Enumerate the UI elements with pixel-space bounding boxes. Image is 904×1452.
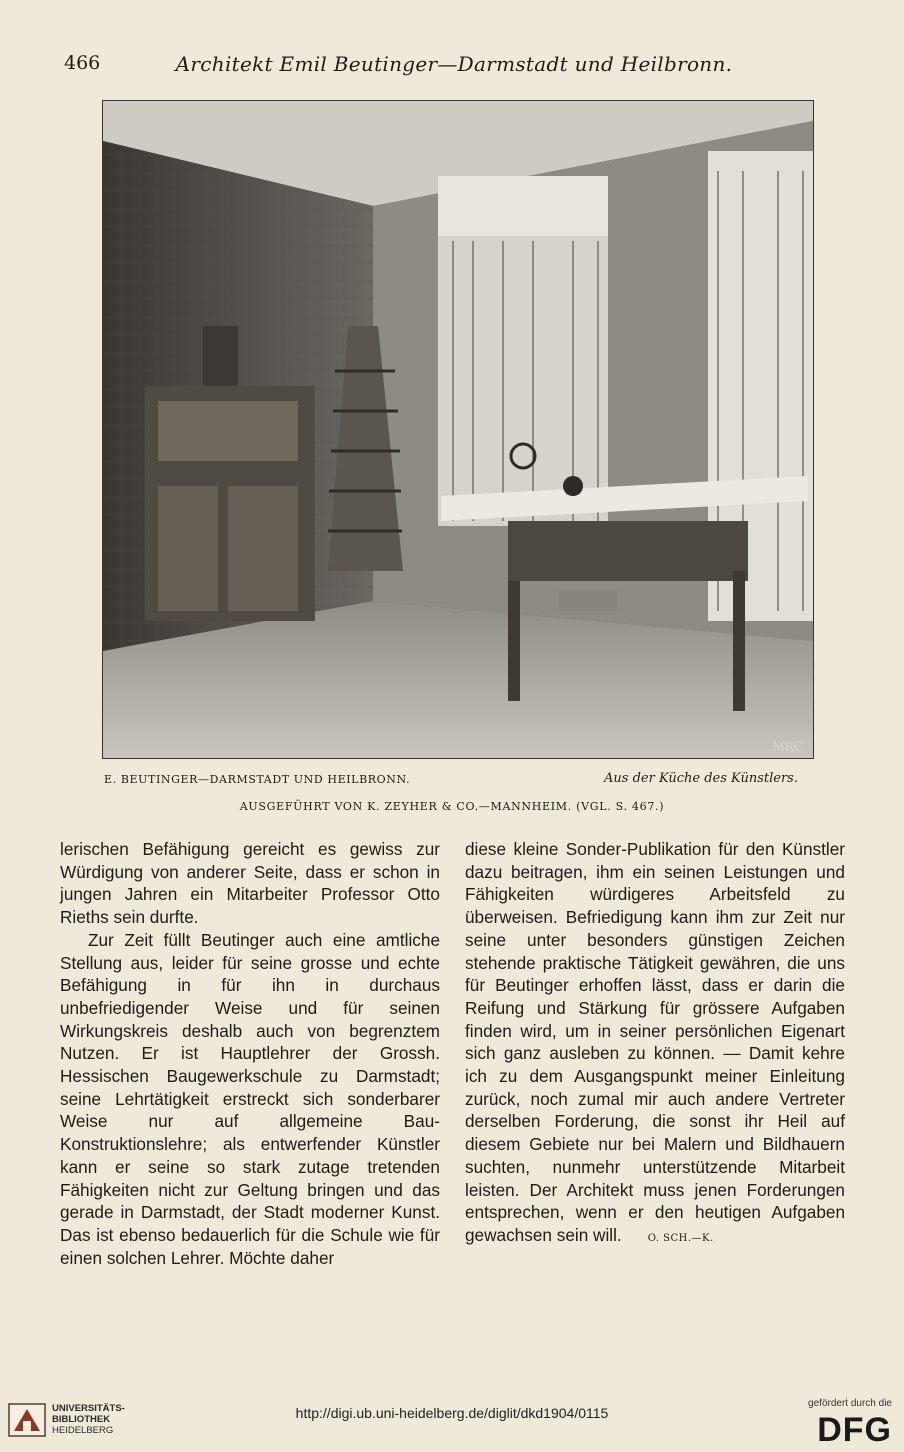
- caption-maker: AUSGEFÜHRT VON K. ZEYHER & CO.—MANNHEIM. (VGL. S. 467.): [239, 800, 665, 813]
- funding-caption: gefördert durch die: [808, 1398, 892, 1409]
- photo-monogram: MRC: [772, 740, 803, 754]
- paragraph: Zur Zeit füllt Beutinger auch eine amtliche Stellung aus, leider für seine grosse und echte Befähigung in für ihn in durchaus unbefriedigender Weise und für seinen Wirkungskreis deshalb auch von begrenztem Nutzen. Er ist Hauptlehrer der Grossh. Hessischen Baugewerkschule zu Darmstadt; seine Lehrtätigkeit erstreckt sich sonderbarer Weise nur auf allgemeine Bau-Konstruktionslehre; als entwerfender Künstler kann er seine so stark zutage tretenden Fähigkeiten nicht zur Geltung bringen und das gerade in Darmstadt, der Stadt moderner Kunst. Das ist ebenso bedauerlich für die Schule wie für einen solchen Lehrer. Möchte daher: [60, 929, 440, 1268]
- page-header: [64, 52, 844, 82]
- permalink[interactable]: http://digi.ub.uni-heidelberg.de/diglit/dkd1904/0115: [295, 1405, 609, 1421]
- paragraph: diese kleine Sonder-Publikation für den Künstler dazu beitragen, ihm ein seinen Leistungen und Fähigkeiten würdigeres Arbeitsfeld zu überweisen. Befriedigung kann ihm zur Zeit nur seine unter besonders günstigen Zeichen stehende praktische Tätigkeit gewähren, die uns für Beutinger erhoffen lässt, dass er darin die Reifung und Stärkung für grössere Aufgaben finden wird, um in seiner persönlichen Eigenart sich ganz ausleben zu können. — Damit kehre ich zu dem Ausgangspunkt meiner Einleitung zurück, noch zumal mir auch andere Vertreter derselben Forderung, die sonst ihr Heil auf diesem Gebiete nur bei Malern und Bildhauern suchten, nunmehr unterstützende Mitarbeit leisten. Der Architekt muss jenen Forderungen entsprechen, wenn er den heutigen Aufgaben gewachsen sein will.: [465, 839, 845, 1245]
- caption-title: Aus der Küche des Künstlers.: [604, 771, 798, 786]
- text-column-left: [60, 838, 440, 1269]
- page-number: 466: [64, 52, 101, 74]
- figure-caption: [104, 771, 804, 791]
- library-name: UNIVERSITÄTS- BIBLIOTHEK HEIDELBERG: [52, 1403, 125, 1436]
- text-column-right: [465, 838, 845, 1251]
- running-title: Architekt Emil Beutinger—Darmstadt und Heilbronn.: [175, 52, 733, 76]
- kitchen-photograph: [102, 100, 814, 759]
- caption-credit: E. BEUTINGER—DARMSTADT UND HEILBRONN.: [104, 773, 411, 786]
- dfg-logo: DFG: [817, 1411, 892, 1449]
- author-signature: O. SCH.—K.: [647, 1232, 714, 1244]
- paragraph: lerischen Befähigung gereicht es gewiss zur Würdigung von anderer Seite, dass er schon in jungen Jahren ein Mitarbeiter Professor Otto Rieths sein durfte.: [60, 839, 440, 928]
- page-footer: [0, 1388, 904, 1452]
